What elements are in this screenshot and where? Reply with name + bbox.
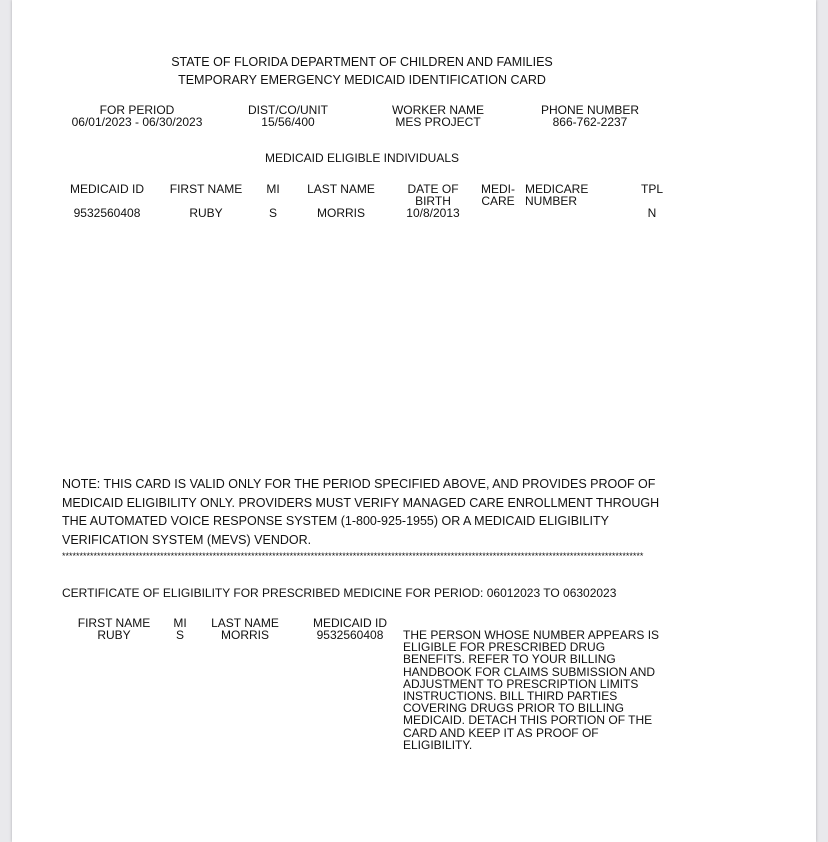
cell-dob: 10/8/2013: [406, 206, 460, 220]
eligible-section-title: MEDICAID ELIGIBLE INDIVIDUALS: [264, 151, 460, 165]
col-last-name: LAST NAME: [307, 182, 375, 196]
header-agency: STATE OF FLORIDA DEPARTMENT OF CHILDREN AND FAMILIES: [171, 55, 553, 69]
col-medicare-1: MEDI-: [481, 182, 515, 196]
cert-col-mi: MI: [173, 616, 187, 630]
validity-note: NOTE: THIS CARD IS VALID ONLY FOR THE PERIOD SPECIFIED ABOVE, AND PROVIDES PROOF OF MEDICAID ELIGIBILITY ONLY. PROVIDERS MUST VERIFY MANAGED CARE ENROLLMENT THROUGH THE AUTOMATED VOICE RESPONSE SYSTEM (1-800-925-1955) OR A MEDICAID ELIGIBILITY VERIFICATION SYSTEM (MEVS) VENDOR.: [62, 477, 660, 547]
cert-col-medicaid-id: MEDICAID ID: [312, 616, 387, 630]
header-card-title: TEMPORARY EMERGENCY MEDICAID IDENTIFICATION CARD: [178, 73, 546, 87]
document-page: [12, 0, 816, 842]
cert-col-last-name: LAST NAME: [211, 616, 279, 630]
col-medicare-number-1: MEDICARE: [525, 182, 589, 196]
worker-label: WORKER NAME: [391, 103, 484, 117]
cert-last-name: MORRIS: [221, 628, 269, 642]
worker-value: MES PROJECT: [395, 115, 481, 129]
cell-tpl: N: [647, 206, 657, 220]
dist-label: DIST/CO/UNIT: [248, 103, 328, 117]
col-first-name: FIRST NAME: [169, 182, 243, 196]
col-dob-1: DATE OF: [407, 182, 459, 196]
cell-first-name: RUBY: [189, 206, 223, 220]
period-label: FOR PERIOD: [99, 103, 175, 117]
col-dob-2: BIRTH: [415, 194, 451, 208]
cert-col-first-name: FIRST NAME: [77, 616, 151, 630]
cell-last-name: MORRIS: [317, 206, 365, 220]
col-medicaid-id: MEDICAID ID: [69, 182, 144, 196]
separator-line: **********************************************************************************************************************************************************************: [62, 551, 644, 561]
prescribed-medicine-statement: THE PERSON WHOSE NUMBER APPEARS IS ELIGIBLE FOR PRESCRIBED DRUG BENEFITS. REFER TO YOUR BILLING HANDBOOK FOR CLAIMS SUBMISSION AND ADJUSTMENT TO PRESCRIPTION LIMITS INSTRUCTIONS. BILL THIRD PARTIES COVERING DRUGS PRIOR TO BILLING MEDICAID. DETACH THIS PORTION OF THE CARD AND KEEP IT AS PROOF OF ELIGIBILITY.: [403, 628, 660, 752]
cert-mi: S: [175, 628, 184, 642]
dist-value: 15/56/400: [261, 115, 315, 129]
cell-mi: S: [268, 206, 277, 220]
period-value: 06/01/2023 - 06/30/2023: [71, 115, 203, 129]
phone-label: PHONE NUMBER: [540, 103, 639, 117]
phone-value: 866-762-2237: [552, 115, 628, 129]
cell-medicaid-id: 9532560408: [73, 206, 141, 220]
col-medicare-2: CARE: [481, 194, 515, 208]
cert-first-name: RUBY: [97, 628, 131, 642]
col-tpl: TPL: [640, 182, 663, 196]
certificate-title: CERTIFICATE OF ELIGIBILITY FOR PRESCRIBED MEDICINE FOR PERIOD: 06012023 TO 06302023: [62, 586, 617, 600]
cert-medicaid-id: 9532560408: [316, 628, 384, 642]
col-mi: MI: [266, 182, 280, 196]
col-medicare-number-2: NUMBER: [525, 194, 578, 208]
